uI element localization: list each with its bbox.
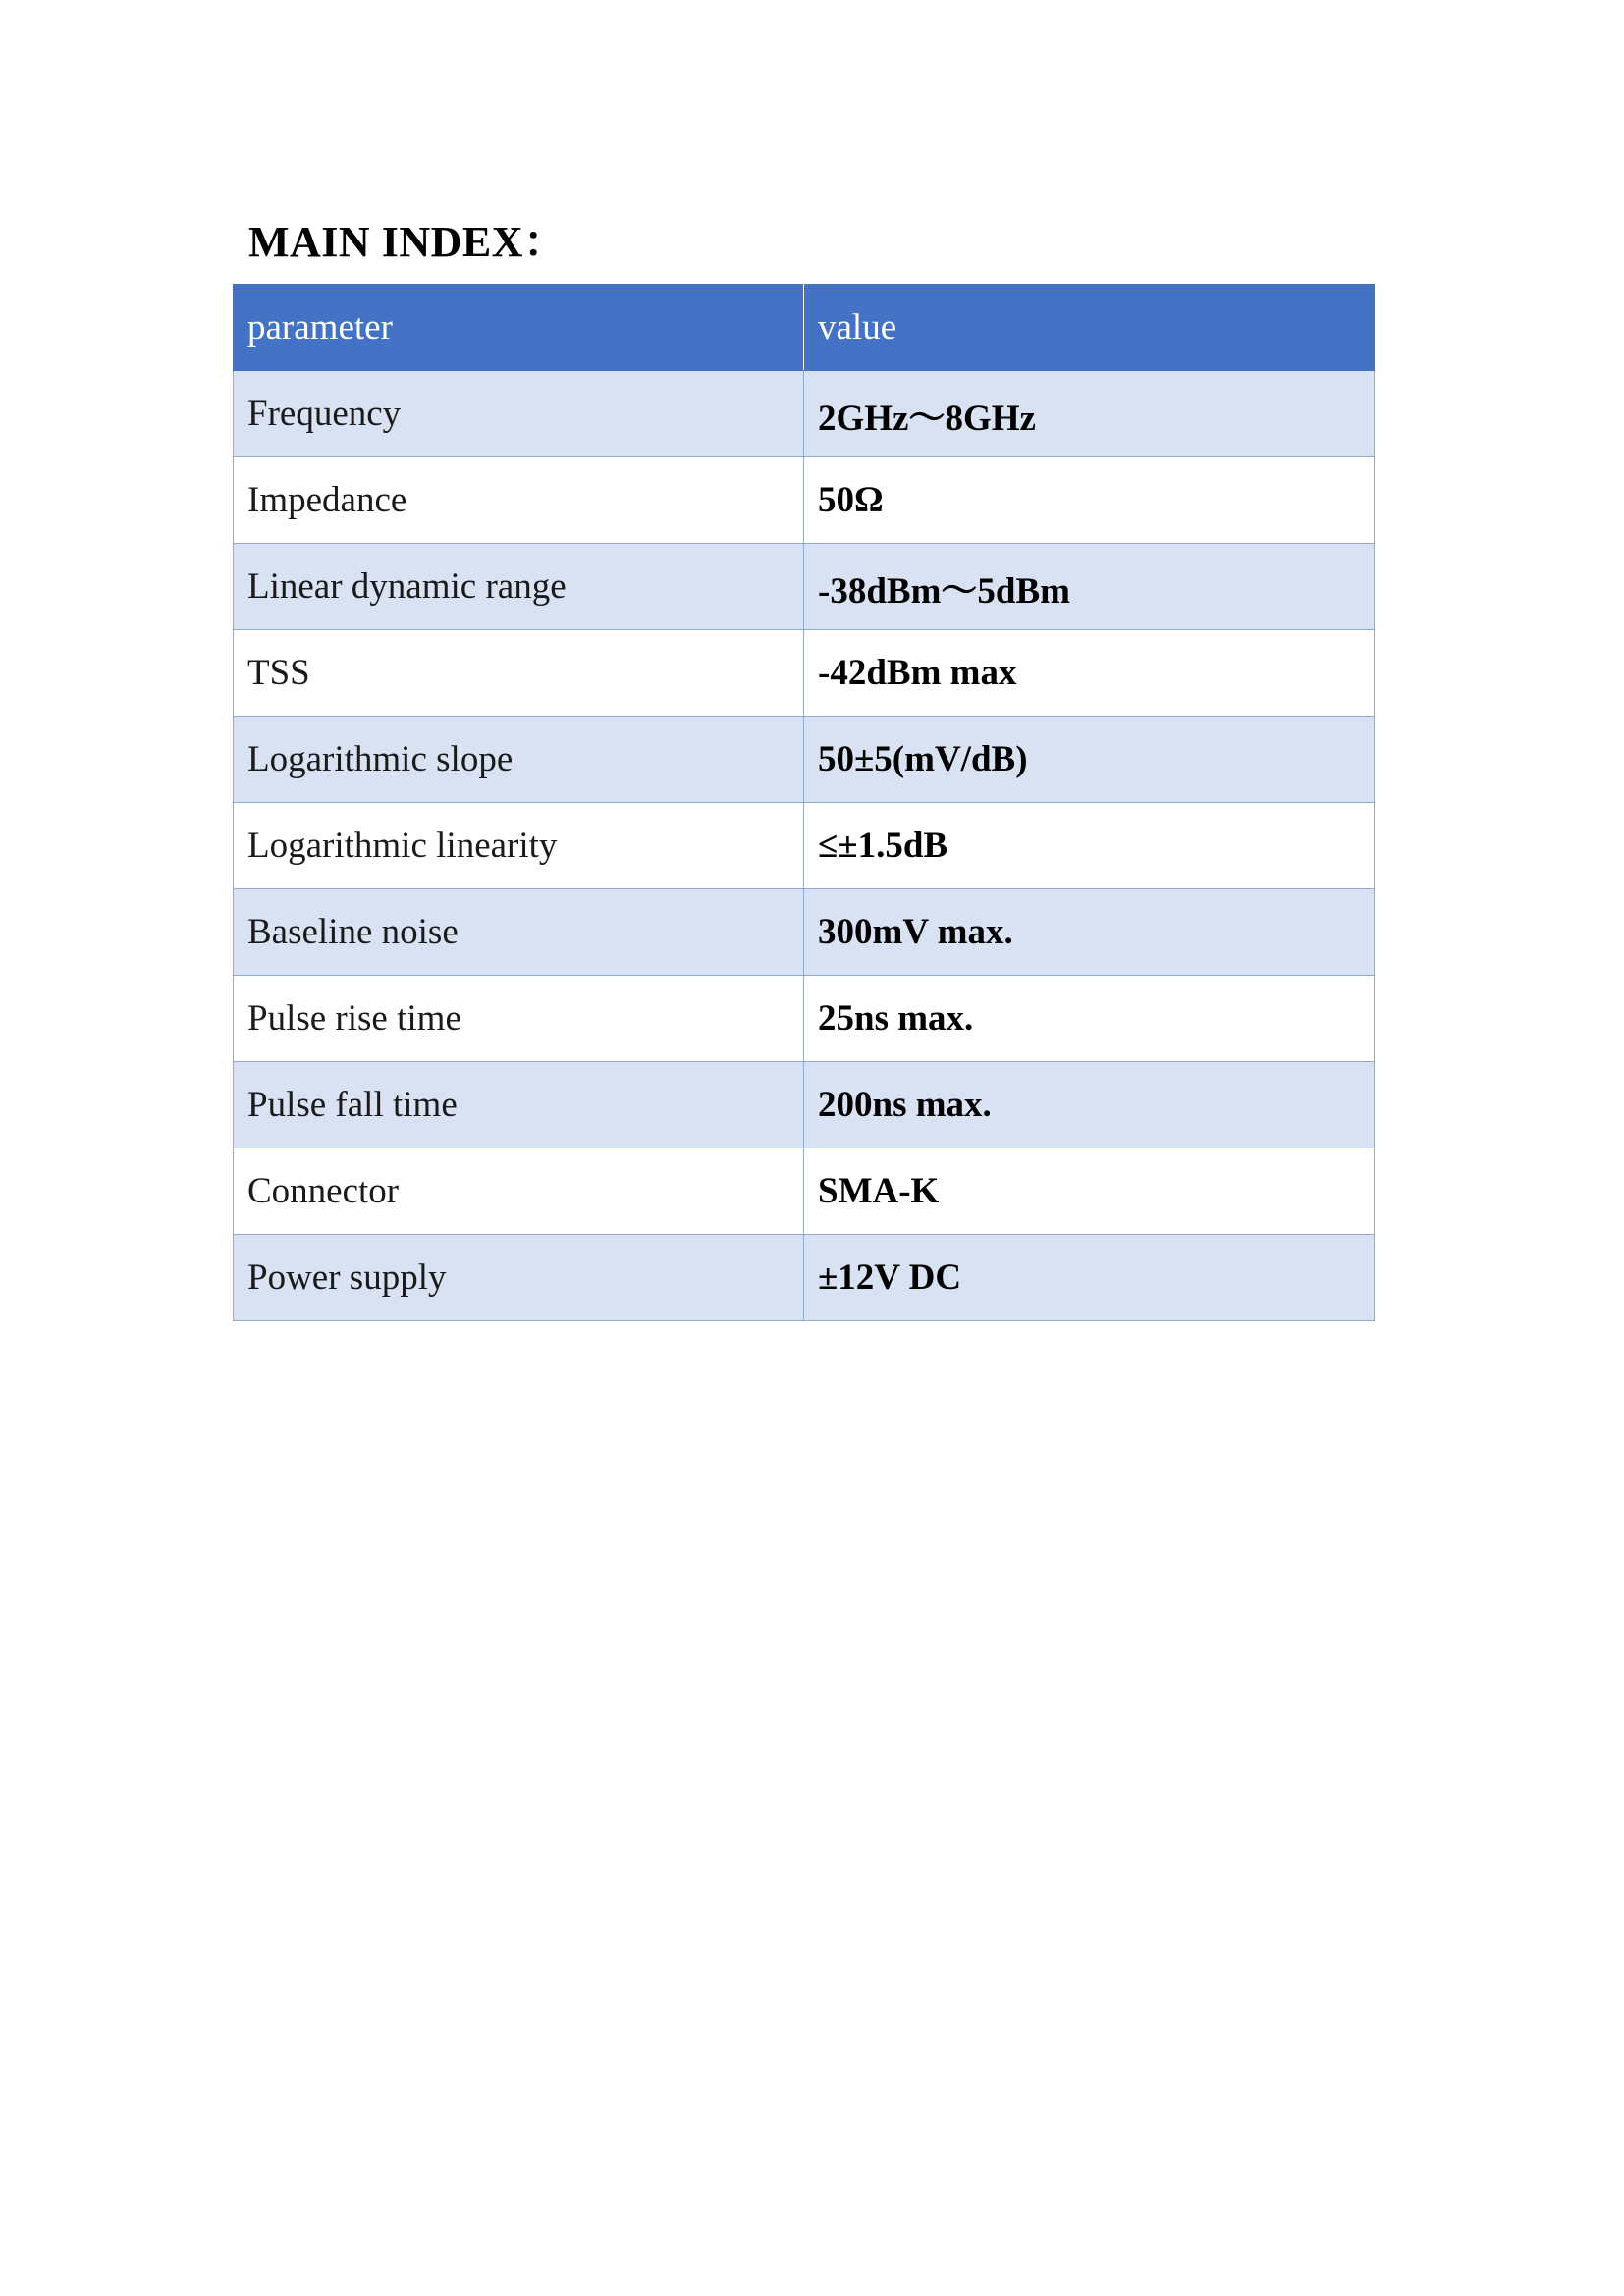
table-row (234, 976, 1375, 1062)
value-cell: ±12V DC (804, 1235, 1375, 1321)
parameter-cell: Logarithmic linearity (234, 803, 804, 889)
column-header-value: value (804, 285, 1375, 371)
parameter-cell: Linear dynamic range (234, 544, 804, 630)
table-body (234, 371, 1375, 1321)
table-row (234, 717, 1375, 803)
parameter-cell: Frequency (234, 371, 804, 457)
table-row (234, 1062, 1375, 1148)
value-cell: 25ns max. (804, 976, 1375, 1062)
table-row (234, 630, 1375, 717)
parameter-cell: Impedance (234, 457, 804, 544)
value-cell: 200ns max. (804, 1062, 1375, 1148)
parameter-cell: Logarithmic slope (234, 717, 804, 803)
parameter-cell: Power supply (234, 1235, 804, 1321)
spec-table (233, 284, 1375, 1321)
column-header-parameter: parameter (234, 285, 804, 371)
table-row (234, 803, 1375, 889)
value-cell: ≤±1.5dB (804, 803, 1375, 889)
table-row (234, 371, 1375, 457)
parameter-cell: Connector (234, 1148, 804, 1235)
value-cell: 2GHz～8GHz (804, 371, 1375, 457)
table-row (234, 457, 1375, 544)
value-cell: -42dBm max (804, 630, 1375, 717)
table-row (234, 1235, 1375, 1321)
parameter-cell: Pulse rise time (234, 976, 804, 1062)
table-row (234, 889, 1375, 976)
table-row (234, 1148, 1375, 1235)
table-row (234, 544, 1375, 630)
parameter-cell: TSS (234, 630, 804, 717)
value-cell: 50±5(mV/dB) (804, 717, 1375, 803)
value-cell: SMA-K (804, 1148, 1375, 1235)
page-title: MAIN INDEX： (248, 218, 568, 266)
table-header (234, 285, 1375, 371)
parameter-cell: Baseline noise (234, 889, 804, 976)
value-cell: -38dBm～5dBm (804, 544, 1375, 630)
value-cell: 300mV max. (804, 889, 1375, 976)
value-cell: 50Ω (804, 457, 1375, 544)
table-header-row (234, 285, 1375, 371)
parameter-cell: Pulse fall time (234, 1062, 804, 1148)
